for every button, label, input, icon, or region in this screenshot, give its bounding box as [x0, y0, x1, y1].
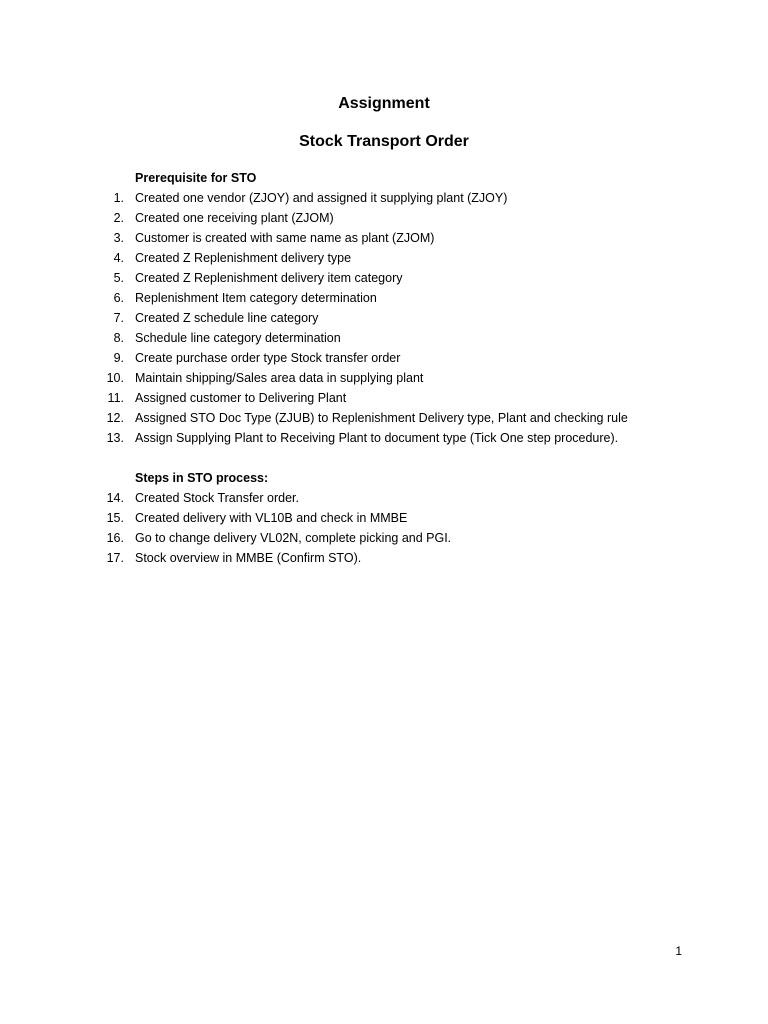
list-item-number: 6. — [113, 291, 124, 305]
list-item — [0, 230, 768, 250]
list-item-text: Created Z schedule line category — [135, 311, 319, 325]
list-item-text: Created one vendor (ZJOY) and assigned it supplying plant (ZJOY) — [135, 191, 508, 205]
list-item-text: Created Z Replenishment delivery item category — [135, 271, 403, 285]
document-subtitle: Stock Transport Order — [299, 133, 469, 150]
list-item-text: Customer is created with same name as plant (ZJOM) — [135, 231, 435, 245]
steps-list — [0, 490, 768, 570]
list-item-text: Go to change delivery VL02N, complete picking and PGI. — [135, 531, 452, 545]
list-item-number: 9. — [113, 351, 124, 365]
list-item-number: 7. — [113, 311, 124, 325]
list-item-text: Assigned customer to Delivering Plant — [135, 391, 347, 405]
list-item — [0, 430, 768, 450]
list-item-number: 2. — [113, 211, 124, 225]
list-item — [0, 350, 768, 370]
list-item-number: 11. — [107, 391, 124, 405]
list-item — [0, 490, 768, 510]
list-item-number: 15. — [106, 511, 124, 525]
list-item — [0, 250, 768, 270]
list-item-number: 3. — [113, 231, 124, 245]
list-item-number: 1. — [113, 191, 124, 205]
list-item-text: Create purchase order type Stock transfer order — [135, 351, 401, 365]
list-item — [0, 370, 768, 390]
list-item-text: Stock overview in MMBE (Confirm STO). — [135, 551, 362, 565]
list-item — [0, 510, 768, 530]
list-item — [0, 550, 768, 570]
list-item — [0, 390, 768, 410]
list-item-text: Created delivery with VL10B and check in MMBE — [135, 511, 408, 525]
list-item-number: 8. — [113, 331, 124, 345]
list-item-text: Created Stock Transfer order. — [135, 491, 299, 505]
list-item-number: 5. — [113, 271, 124, 285]
section-heading-steps: Steps in STO process: — [135, 471, 269, 485]
list-item-number: 16. — [106, 531, 124, 545]
page-number: 1 — [675, 944, 682, 958]
list-item-number: 14. — [106, 491, 124, 505]
list-item-number: 4. — [113, 251, 124, 265]
list-item — [0, 270, 768, 290]
document-title: Assignment — [338, 95, 430, 112]
list-item-text: Schedule line category determination — [135, 331, 341, 345]
list-item — [0, 410, 768, 430]
list-item — [0, 290, 768, 310]
list-item-number: 12. — [106, 411, 124, 425]
list-item — [0, 330, 768, 350]
list-item — [0, 190, 768, 210]
list-item-text: Maintain shipping/Sales area data in supplying plant — [135, 371, 424, 385]
list-item — [0, 310, 768, 330]
list-item-number: 17. — [106, 551, 124, 565]
list-item-number: 10. — [106, 371, 124, 385]
section-heading-prerequisites: Prerequisite for STO — [135, 171, 257, 185]
list-item — [0, 530, 768, 550]
list-item — [0, 210, 768, 230]
prerequisites-list — [0, 190, 768, 450]
list-item-text: Assigned STO Doc Type (ZJUB) to Replenishment Delivery type, Plant and checking rule — [135, 411, 628, 425]
list-item-text: Assign Supplying Plant to Receiving Plant to document type (Tick One step procedure). — [135, 431, 619, 445]
list-item-text: Created Z Replenishment delivery type — [135, 251, 352, 265]
list-item-number: 13. — [106, 431, 124, 445]
list-item-text: Created one receiving plant (ZJOM) — [135, 211, 334, 225]
list-item-text: Replenishment Item category determination — [135, 291, 377, 305]
